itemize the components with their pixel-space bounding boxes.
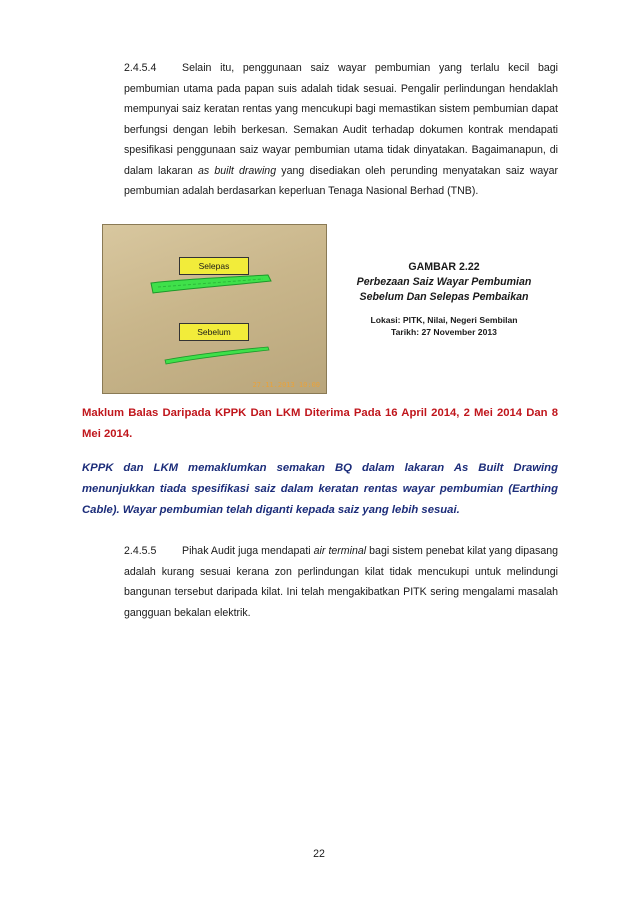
figure-subtitle-2: Sebelum Dan Selepas Pembaikan <box>359 291 529 303</box>
page-number: 22 <box>313 848 325 860</box>
figure-date: Tarikh: 27 November 2013 <box>391 327 497 337</box>
response-body: KPPK dan LKM memaklumkan semakan BQ dalam lakaran As Built Drawing menunjukkan tiada spesifikasi saiz dalam keratan rentas wayar pembumian (Earthing Cable). Wayar pembumian telah diganti kepada saiz yang lebih sesuai. <box>82 462 558 516</box>
figure-location: Lokasi: PITK, Nilai, Negeri Sembilan <box>370 315 518 325</box>
paragraph-text-continued: bagi sistem penebat kilat yang dipasang adalah kurang sesuai kerana zon perlindungan kilat tidak mencukupi untuk melindungi bangunan tersebut daripada kilat. Ini telah mengakibatkan PITK sering mengalami masalah gangguan bekalan elektrik. <box>124 545 559 619</box>
figure-caption <box>338 260 550 338</box>
paragraph-number: 2.4.5.4 <box>124 62 157 74</box>
cable-illustration <box>103 225 326 393</box>
paragraph-number: 2.4.5.5 <box>124 545 157 557</box>
figure-subtitle-1: Perbezaan Saiz Wayar Pembumian <box>356 276 532 288</box>
paragraph-text: Selain itu, penggunaan saiz wayar pembumian yang terlalu kecil bagi pembumian utama pada papan suis adalah tidak sesuai. Pengalir perlindungan hendaklah mempunyai saiz keratan rentas yang mencukupi bagi memastikan sistem pembumian dapat berfungsi dengan lebih berkesan. Semakan Audit terhadap dokumen kontrak mendapati spesifikasi penggunaan saiz wayar pembumian utama tidak dinyatakan. Bagaimanapun, di dalam lakaran <box>124 62 558 177</box>
cable-before-repair <box>165 347 269 364</box>
photo-date-stamp: 27.11.2013 10:00 <box>252 381 320 389</box>
paragraph-2-4-5-4 <box>124 58 558 202</box>
label-before: Sebelum <box>179 323 249 341</box>
response-heading: Maklum Balas Daripada KPPK Dan LKM Diterima Pada 16 April 2014, 2 Mei 2014 Dan 8 Mei 2014. <box>82 407 558 440</box>
label-after: Selepas <box>179 257 249 275</box>
paragraph-text-continued: yang disediakan oleh perunding menyatakan saiz wayar pembumian adalah berdasarkan keperluan Tenaga Nasional Berhad (TNB). <box>124 164 558 197</box>
figure-title: GAMBAR 2.22 <box>408 261 480 273</box>
cable-after-repair <box>151 275 271 293</box>
italic-term: as built drawing <box>197 164 277 177</box>
italic-term: air terminal <box>313 545 367 557</box>
paragraph-text: Pihak Audit juga mendapati <box>182 545 314 557</box>
cable-comparison-photo <box>102 224 327 394</box>
paragraph-2-4-5-5 <box>124 541 558 623</box>
